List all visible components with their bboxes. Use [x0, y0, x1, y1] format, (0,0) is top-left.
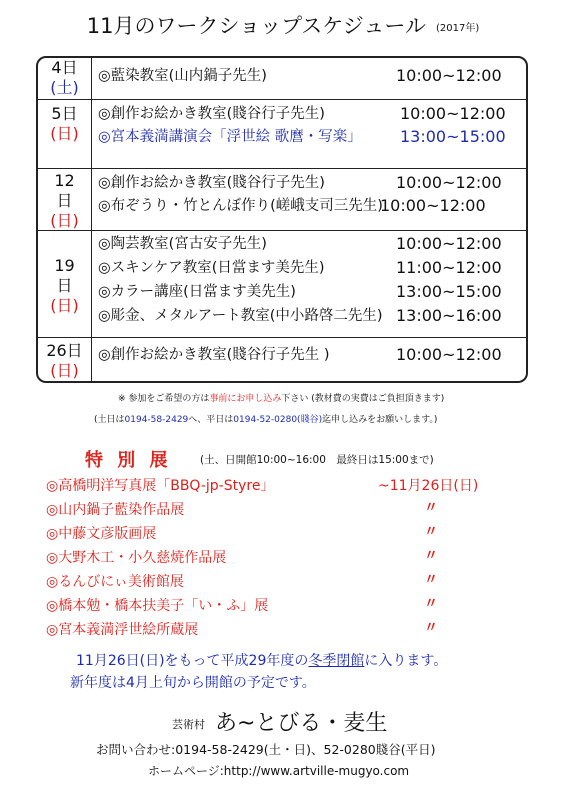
- org-name: あ~とびる・麦生: [215, 711, 388, 736]
- event-time: 13:00~15:00: [396, 282, 502, 301]
- day-cell-26: [38, 341, 91, 381]
- weekday: (日): [50, 361, 79, 380]
- exhibition-item: ◎中藤文彦版画展: [46, 526, 157, 542]
- day-number: 5日: [51, 104, 78, 123]
- note-text: 下さい (教材費の実費はご負担頂きます): [281, 394, 445, 404]
- event-name: ◎スキンケア教室(日當ます美先生): [98, 260, 325, 276]
- day-number: 19: [54, 256, 75, 275]
- exhibition-item: ◎山内鍋子藍染作品展: [46, 502, 185, 518]
- ditto-mark: 〃: [424, 620, 438, 636]
- exhibition-item: ◎高橋明洋写真展「BBQ-jp-Styre」: [46, 478, 275, 494]
- closing-text: に入ります。: [364, 653, 448, 669]
- contact-info: お問い合わせ:0194-58-2429(土・日)、52-0280賤谷(平日): [96, 742, 436, 757]
- row-divider: [38, 168, 526, 169]
- event-name: ◎創作お絵かき教室(賤谷行子先生): [98, 106, 325, 122]
- homepage-link[interactable]: ホームページ:http://www.artville-mugyo.com: [148, 764, 410, 778]
- event-name-highlight: ◎宮本義満講演会「浮世絵 歌麿・写楽」: [98, 129, 362, 145]
- exhibition-item: ◎橋本勉・橋本扶美子「い・ふ」展: [46, 598, 269, 614]
- row-divider: [38, 230, 526, 231]
- special-heading: 特 別 展: [85, 450, 172, 471]
- event-name: ◎創作お絵かき教室(賤谷行子先生 ): [98, 347, 330, 363]
- event-name: ◎創作お絵かき教室(賤谷行子先生): [98, 175, 325, 191]
- closing-text: 11月26日(日)をもって平成29年度の: [76, 653, 309, 669]
- event-time: 10:00~12:00: [396, 66, 502, 85]
- closing-line-1: [76, 650, 447, 670]
- event-name: ◎藍染教室(山内鍋子先生): [98, 68, 267, 84]
- event-time: 13:00~16:00: [396, 306, 502, 325]
- event-name: ◎陶芸教室(宮古安子先生): [98, 236, 267, 252]
- weekday: (土): [50, 78, 79, 97]
- event-time: 10:00~12:00: [380, 196, 486, 215]
- day-number: 26日: [46, 341, 83, 360]
- event-name: ◎カラー講座(日當ます美先生): [98, 284, 296, 300]
- closing-emphasis: 冬季閉館: [308, 653, 365, 669]
- ditto-mark: 〃: [424, 596, 438, 612]
- row-divider: [38, 99, 526, 100]
- ditto-mark: 〃: [424, 500, 438, 516]
- notes-line-1: [118, 391, 444, 404]
- event-time: 10:00~12:00: [400, 104, 506, 123]
- exhibition-until: ~11月26日(日): [378, 478, 479, 494]
- day-cell-12: [38, 171, 91, 231]
- note-text: へ、平日は: [188, 415, 234, 425]
- day-cell-19: [38, 256, 91, 316]
- note-phone: 0194-58-2429: [124, 415, 189, 425]
- ditto-mark: 〃: [424, 548, 438, 564]
- note-text: (土日は: [94, 415, 125, 425]
- page-title: [0, 10, 566, 40]
- event-time: 10:00~12:00: [396, 234, 502, 253]
- note-text: ※ 参加をご希望の方は: [118, 394, 210, 404]
- title-year: (2017年): [435, 23, 480, 34]
- exhibition-item: ◎大野木工・小久慈焼作品展: [46, 550, 227, 566]
- event-name: ◎彫金、メタルアート教室(中小路啓二先生): [98, 308, 383, 324]
- special-subtitle: (土、日開館10:00~16:00 最終日は15:00まで): [200, 454, 434, 466]
- ditto-mark: 〃: [424, 524, 438, 540]
- schedule-table: [36, 56, 528, 383]
- exhibition-item: ◎宮本義満浮世絵所蔵展: [46, 622, 199, 638]
- day-cell-4: [38, 58, 91, 98]
- exhibition-item: ◎るんびにぃ美術館展: [46, 574, 184, 590]
- weekday: (日): [50, 296, 79, 315]
- day-number: 4日: [51, 58, 78, 77]
- event-name: ◎布ぞうり・竹とんぼ作り(嵯峨支司三先生): [98, 198, 383, 214]
- weekday: (日): [50, 124, 79, 143]
- ditto-mark: 〃: [424, 572, 438, 588]
- event-time: 11:00~12:00: [396, 258, 502, 277]
- org-label: 芸術村: [172, 718, 205, 731]
- day-suffix: 日: [56, 276, 73, 295]
- note-text: 迄申し込みをお願いします。): [322, 415, 438, 425]
- event-time-highlight: 13:00~15:00: [400, 127, 506, 146]
- note-emphasis: 事前にお申し込み: [209, 394, 282, 404]
- column-divider: [91, 58, 92, 381]
- title-text: 11月のワークショップスケジュール: [86, 14, 426, 38]
- event-time: 10:00~12:00: [396, 345, 502, 364]
- note-phone: 0194-52-0280(賤谷): [233, 415, 323, 425]
- closing-line-2: 新年度は4月上旬から開館の予定です。: [70, 675, 316, 691]
- weekday: (日): [50, 211, 79, 230]
- day-number: 12: [54, 171, 75, 190]
- notes-line-2: [94, 412, 437, 425]
- day-suffix: 日: [56, 191, 73, 210]
- day-cell-5: [38, 104, 91, 144]
- event-time: 10:00~12:00: [396, 173, 502, 192]
- row-divider: [38, 337, 526, 338]
